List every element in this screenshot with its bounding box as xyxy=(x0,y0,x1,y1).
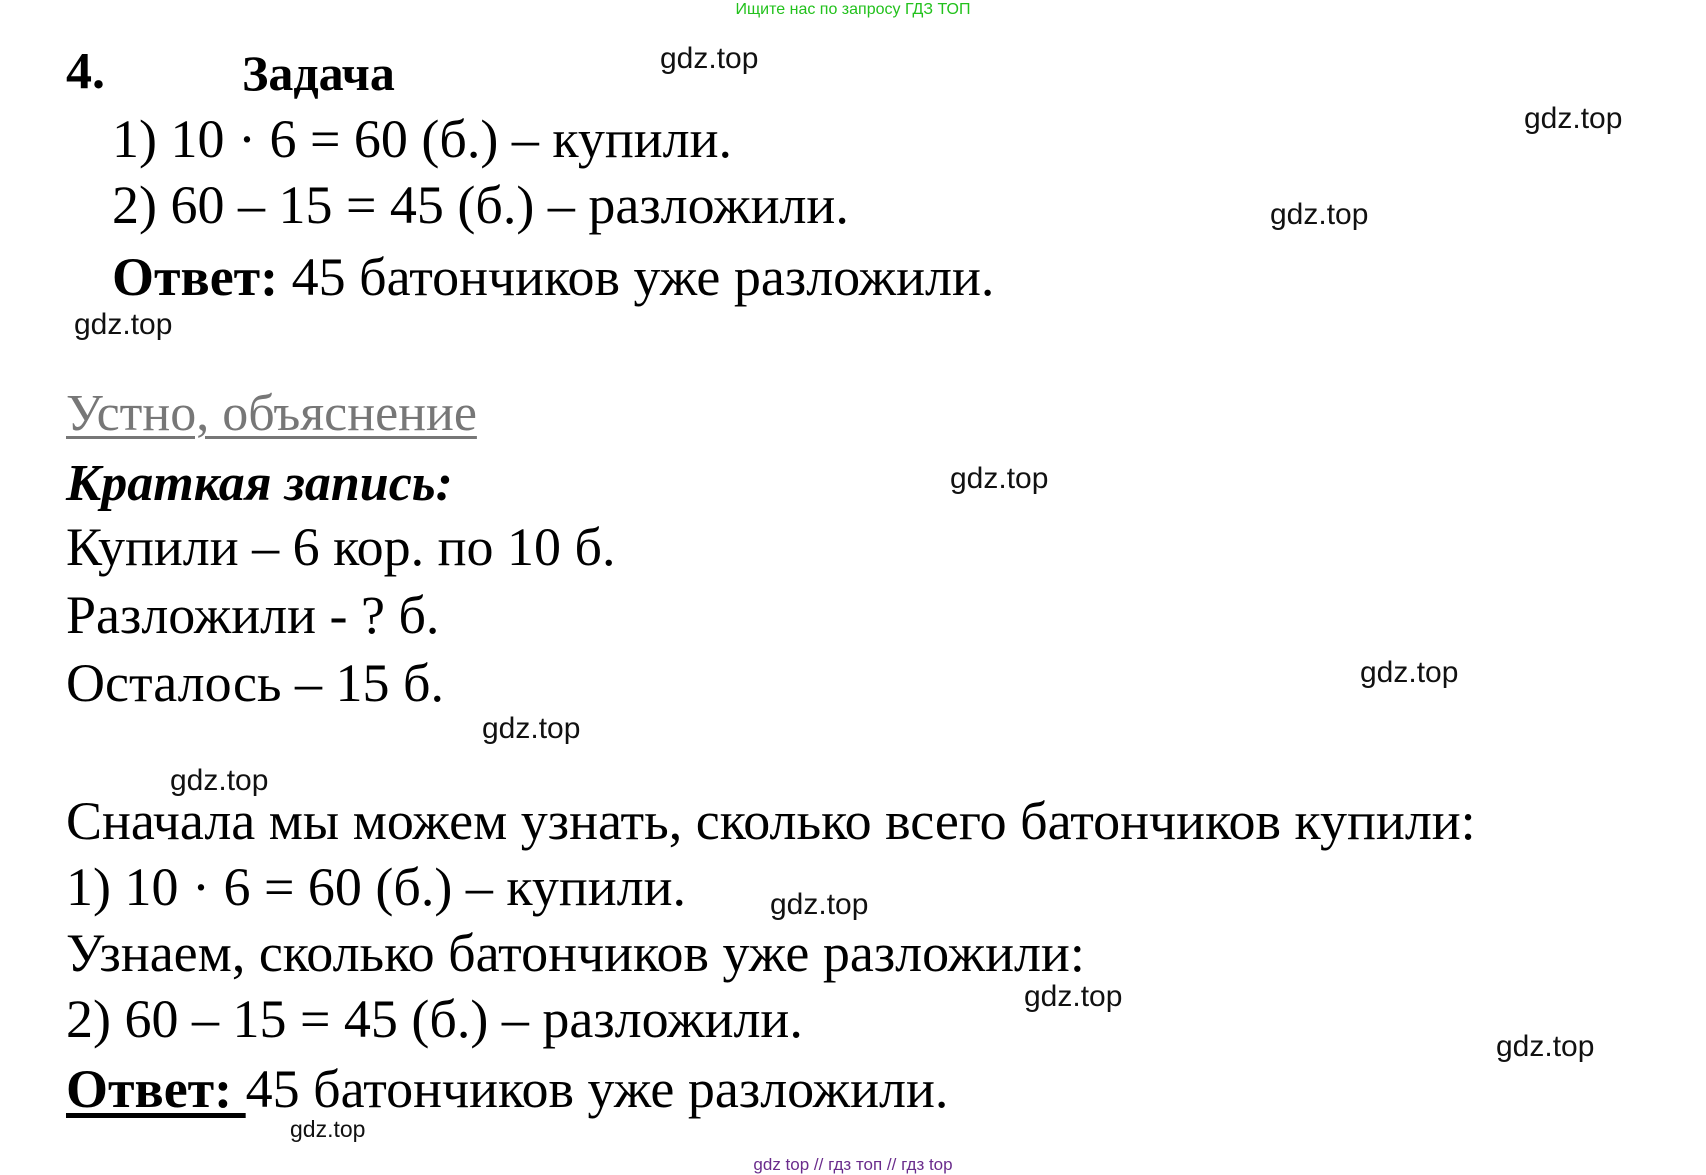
explanation-heading: Устно, объяснение xyxy=(66,385,477,442)
explanation-answer-label: Ответ: xyxy=(66,1059,246,1119)
watermark: gdz.top xyxy=(170,764,269,797)
task-answer-label: Ответ: xyxy=(112,247,279,307)
task-title: Задача xyxy=(242,45,395,101)
watermark: gdz.top xyxy=(1496,1030,1595,1063)
watermark: gdz.top xyxy=(770,888,869,921)
explanation-answer-text: 45 батончиков уже разложили. xyxy=(245,1059,949,1119)
watermark: gdz.top xyxy=(1524,102,1623,135)
brief-line-remaining: Осталось – 15 б. xyxy=(66,653,445,713)
task-number: 4. xyxy=(66,43,105,100)
watermark: gdz.top xyxy=(1270,198,1369,231)
brief-record-heading: Краткая запись: xyxy=(66,455,453,512)
watermark: gdz.top xyxy=(950,462,1049,495)
task-answer-text: 45 батончиков уже разложили. xyxy=(278,247,995,307)
task-step-1: 1) 10 · 6 = 60 (б.) – купили. xyxy=(112,109,732,169)
task-answer xyxy=(112,247,995,307)
top-banner: Ищите нас по запросу ГДЗ ТОП xyxy=(735,1,971,18)
explanation-intro-1: Сначала мы можем узнать, сколько всего батончиков купили: xyxy=(66,791,1476,851)
watermark: gdz.top xyxy=(1360,656,1459,689)
explanation-answer xyxy=(66,1059,949,1119)
explanation-step-2: 2) 60 – 15 = 45 (б.) – разложили. xyxy=(66,989,803,1049)
watermark: gdz.top xyxy=(290,1116,366,1142)
watermark: gdz.top xyxy=(74,308,173,341)
explanation-step-1: 1) 10 · 6 = 60 (б.) – купили. xyxy=(66,857,686,917)
footer-links: gdz top // гдз топ // гдз top xyxy=(753,1155,953,1174)
watermark: gdz.top xyxy=(1024,980,1123,1013)
brief-line-laid-out: Разложили - ? б. xyxy=(66,585,440,645)
brief-line-bought: Купили – 6 кор. по 10 б. xyxy=(66,517,616,577)
explanation-intro-2: Узнаем, сколько батончиков уже разложили: xyxy=(66,923,1085,983)
watermark: gdz.top xyxy=(482,712,581,745)
watermark: gdz.top xyxy=(660,42,759,75)
task-step-2: 2) 60 – 15 = 45 (б.) – разложили. xyxy=(112,175,849,235)
